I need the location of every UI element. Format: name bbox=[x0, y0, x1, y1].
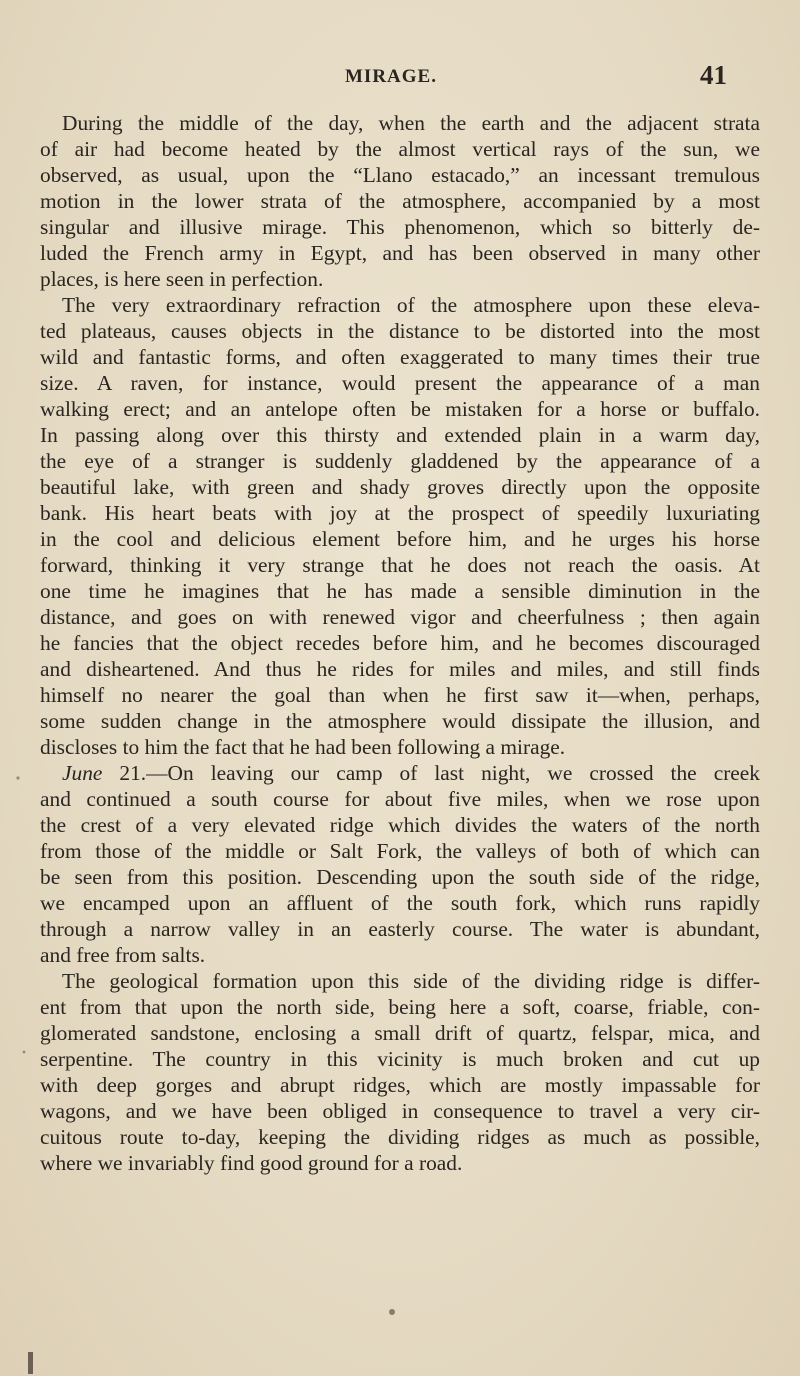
text-line: of air had become heated by the almost vertical rays of the sun, we bbox=[40, 137, 760, 161]
text-line: one time he imagines that he has made a sensible diminution in the bbox=[40, 579, 760, 603]
text-line: bank. His heart beats with joy at the prospect of speedily luxuriating bbox=[40, 501, 760, 525]
text-line: the crest of a very elevated ridge which divides the waters of the north bbox=[40, 813, 760, 837]
text-line: be seen from this position. Descending upon the south side of the ridge, bbox=[40, 865, 760, 889]
text-line: and disheartened. And thus he rides for miles and miles, and still finds bbox=[40, 657, 760, 681]
body-text bbox=[40, 110, 760, 1176]
text-line: through a narrow valley in an easterly course. The water is abundant, bbox=[40, 917, 760, 941]
text-line: glomerated sandstone, enclosing a small drift of quartz, felspar, mica, and bbox=[40, 1021, 760, 1045]
text-line: The geological formation upon this side of the dividing ridge is differ- bbox=[62, 969, 760, 993]
text-line: himself no nearer the goal than when he first saw it—when, perhaps, bbox=[40, 683, 760, 707]
text-line: wild and fantastic forms, and often exaggerated to many times their true bbox=[40, 345, 760, 369]
running-title: MIRAGE. bbox=[345, 66, 437, 87]
text-line: and continued a south course for about five miles, when we rose upon bbox=[40, 787, 760, 811]
text-line: luded the French army in Egypt, and has been observed in many other bbox=[40, 241, 760, 265]
text-line: forward, thinking it very strange that he does not reach the oasis. At bbox=[40, 553, 760, 577]
text-line: The very extraordinary refraction of the atmosphere upon these eleva- bbox=[62, 293, 760, 317]
text-line: During the middle of the day, when the earth and the adjacent strata bbox=[62, 111, 760, 135]
ink-mark bbox=[28, 1352, 33, 1374]
text-line: we encamped upon an affluent of the south fork, which runs rapidly bbox=[40, 891, 760, 915]
text-line: June 21.—On leaving our camp of last night, we crossed the creek bbox=[62, 761, 760, 785]
text-line: walking erect; and an antelope often be mistaken for a horse or buffalo. bbox=[40, 397, 760, 421]
text-line: cuitous route to-day, keeping the dividing ridges as much as possible, bbox=[40, 1125, 760, 1149]
ink-speck bbox=[389, 1309, 395, 1315]
running-head bbox=[0, 60, 800, 96]
text-line: ted plateaus, causes objects in the distance to be distorted into the most bbox=[40, 319, 760, 343]
text-line: size. A raven, for instance, would present the appearance of a man bbox=[40, 371, 760, 395]
text-line: and free from salts. bbox=[40, 943, 206, 967]
text-line: distance, and goes on with renewed vigor and cheerfulness ; then again bbox=[40, 605, 760, 629]
text-line: with deep gorges and abrupt ridges, which are mostly impassable for bbox=[40, 1073, 760, 1097]
ink-speck bbox=[16, 776, 19, 779]
page-number: 41 bbox=[700, 60, 727, 90]
text-line: beautiful lake, with green and shady groves directly upon the opposite bbox=[40, 475, 760, 499]
text-line: ent from that upon the north side, being here a soft, coarse, friable, con- bbox=[40, 995, 760, 1019]
text-line: motion in the lower strata of the atmosphere, accompanied by a most bbox=[40, 189, 760, 213]
text-line: some sudden change in the atmosphere would dissipate the illusion, and bbox=[40, 709, 760, 733]
text-line: wagons, and we have been obliged in consequence to travel a very cir- bbox=[40, 1099, 760, 1123]
text-line: the eye of a stranger is suddenly gladdened by the appearance of a bbox=[40, 449, 760, 473]
text-line: observed, as usual, upon the “Llano estacado,” an incessant tremulous bbox=[40, 163, 760, 187]
text-line: from those of the middle or Salt Fork, the valleys of both of which can bbox=[40, 839, 760, 863]
ink-speck bbox=[23, 1051, 26, 1054]
text-line: In passing along over this thirsty and extended plain in a warm day, bbox=[40, 423, 760, 447]
text-line: discloses to him the fact that he had been following a mirage. bbox=[40, 735, 566, 759]
text-line: serpentine. The country in this vicinity is much broken and cut up bbox=[40, 1047, 760, 1071]
text-line: in the cool and delicious element before him, and he urges his horse bbox=[40, 527, 760, 551]
text-line: singular and illusive mirage. This phenomenon, which so bitterly de- bbox=[40, 215, 760, 239]
text-line: he fancies that the object recedes before him, and he becomes discouraged bbox=[40, 631, 760, 655]
text-line: places, is here seen in perfection. bbox=[40, 267, 324, 291]
text-line: where we invariably find good ground for a road. bbox=[40, 1151, 463, 1175]
